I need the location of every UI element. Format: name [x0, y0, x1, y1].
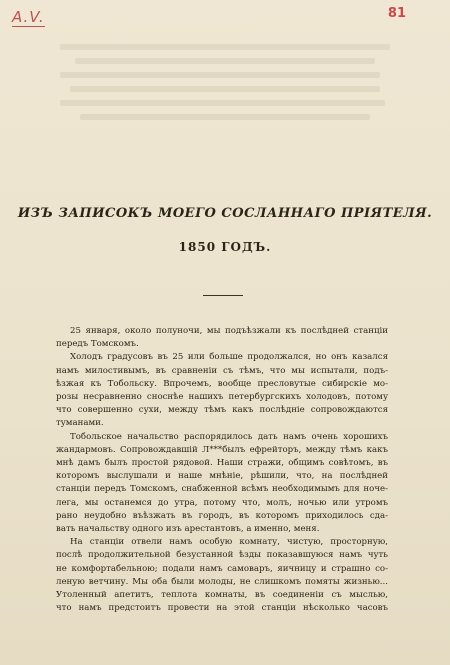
show-through-text — [60, 44, 390, 50]
show-through-text — [75, 58, 375, 64]
text-line: которомъ выслушали и наше мнѣніе, рѣшили, что, на послѣдней — [56, 471, 388, 482]
text-line: Тобольское начальство распорядилось дать намъ очень хорошихъ — [70, 431, 388, 442]
show-through-text — [70, 86, 380, 92]
pencil-annotation-right: 81 — [387, 6, 406, 21]
text-line: туманами. — [56, 418, 104, 429]
text-line: не комфортабельною; подали намъ самоваръ, яичницу и страшно со- — [56, 563, 388, 574]
text-line: станціи передъ Томскомъ, снабженной всѣмъ необходимымъ для ноче- — [56, 484, 388, 495]
text-line: розы несравненно сноснѣе нашихъ петербургскихъ холодовъ, потому — [56, 392, 388, 403]
text-line: Холодъ градусовъ въ 25 или больше продолжался, но онъ казался — [70, 352, 388, 363]
text-line: мнѣ дамъ былъ простой рядовой. Наши стражи, общимъ совѣтомъ, въ — [56, 458, 388, 469]
chapter-year: 1850 ГОДЪ. — [178, 240, 272, 254]
text-line: леную ветчину. Мы оба были молоды, не слишкомъ помяты жизнью... — [56, 576, 388, 587]
separator-rule — [203, 295, 243, 296]
show-through-text — [60, 72, 380, 78]
text-line: рано неудобно въѣзжать въ городъ, въ которомъ приходилось сда- — [56, 510, 388, 521]
text-line: легa, мы останемся до утра, потому что, молъ, ночью или утромъ — [56, 497, 388, 508]
text-line: На станціи отвели намъ особую комнату, чистую, просторную, — [70, 537, 388, 548]
text-line: ѣзжая къ Тобольску. Впрочемъ, вообще пресловутые сибирскіе мо- — [56, 378, 388, 389]
text-line: намъ милостивымъ, въ сравненіи съ тѣмъ, что мы испытали, подъ- — [56, 365, 388, 376]
pencil-annotation-left: A.V. — [12, 8, 45, 26]
show-through-text — [60, 100, 385, 106]
chapter-title: ИЗЪ ЗАПИСОКЪ МОЕГО СОСЛАННАГО ПРІЯТЕЛЯ. — [17, 206, 433, 221]
text-line: жандармовъ. Сопровождавшій Л***былъ ефрейторъ, между тѣмъ какъ — [56, 444, 388, 455]
text-line: Утоленный апетитъ, теплота комнаты, въ соединеніи съ мыслью, — [56, 590, 388, 601]
show-through-text — [80, 114, 370, 120]
text-line: послѣ продолжительной безустанной ѣзды показавшуюся намъ чуть — [56, 550, 388, 561]
text-line: что намъ предстоитъ провести на этой станціи нѣсколько часовъ — [56, 603, 388, 614]
text-line: что совершенно сухи, между тѣмъ какъ послѣдніе сопровождаются — [56, 405, 388, 416]
text-line: вать начальству одного изъ арестантовъ, а именно, меня. — [56, 524, 320, 535]
text-line: 25 января, около полуночи, мы подъѣзжали къ послѣдней станціи — [70, 326, 388, 336]
body-text — [56, 325, 388, 615]
text-line: передъ Томскомъ. — [56, 339, 139, 350]
